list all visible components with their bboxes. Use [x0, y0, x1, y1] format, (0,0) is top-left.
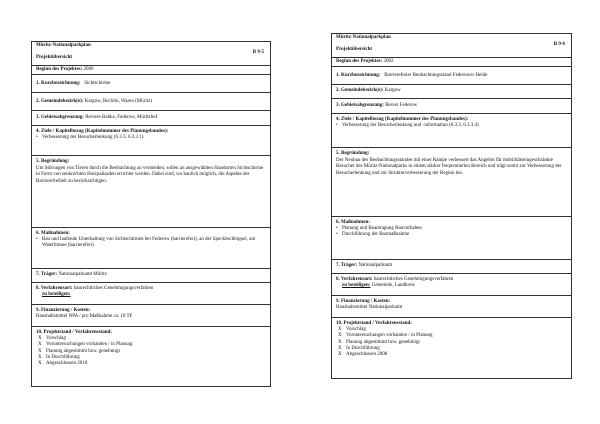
plan-title: Müritz-Nationalparkplan	[336, 35, 391, 40]
s7-value: Nationalparkamt Müritz	[58, 272, 107, 277]
s10-label: 10. Projektstand / Verfahrensstand:	[336, 321, 412, 326]
s8-sub-value: Gemeinde, Landkreis	[371, 283, 415, 289]
section-short-name	[32, 75, 270, 93]
s7-label: 7. Träger:	[36, 272, 58, 277]
section-municipality	[332, 85, 571, 99]
goal-item: • Verbesserung der Besucherlenkung (6.3.3, 6.3.3.1).	[36, 135, 266, 141]
status-text: Planung abgestimmt bzw. genehmigt	[46, 348, 120, 354]
start-label: Beginn des Projektes:	[336, 59, 383, 64]
s6-label: 6. Maßnahmen:	[36, 231, 70, 236]
s3-label: 3. Gebietsabgrenzung:	[36, 115, 84, 120]
status-mark: X	[338, 327, 342, 333]
measure-item: • Bau und laufende Unterhaltung von Sichtschirmen bei Federow (barrierefrei), an der Specköschloppel, am Waterlitzsee (barrierefrei)	[36, 237, 266, 249]
status-mark: X	[38, 342, 42, 348]
start-value: 2002	[383, 59, 394, 64]
status-text: Voruntersuchungen vorhanden / in Planung	[346, 333, 433, 339]
overview-title: Projektübersicht	[36, 55, 73, 61]
s1-label: 1. Kurzbezeichnung:	[36, 81, 81, 86]
s8-sub-label: zu beteiligen:	[42, 292, 71, 298]
s9-value: Haushaltsmittel NPA / pro Maßnahme ca. 10 T€	[36, 314, 133, 320]
project-start	[32, 66, 270, 75]
s6-label: 6. Maßnahmen:	[336, 220, 370, 225]
status-text: In Durchführung	[346, 345, 380, 351]
reason-text: Um Störungen von Tieren durch die Beobachtung zu vermeiden, sollen an ausgewählten Standorten Sichtschirme in Form von senkrechten Holzpalisaden errichtet werden. Dabei sind, wo baulich möglich, die Aspekte der Barrierefreiheit zu berücksichtigen.	[36, 166, 264, 184]
sheet-header	[32, 42, 270, 66]
status-text: Vorschlag	[46, 336, 66, 342]
s8-label: 8. Verfahrensart:	[36, 286, 73, 291]
section-measures	[32, 228, 270, 269]
overview-title: Projektübersicht	[336, 47, 373, 53]
section-municipality	[32, 93, 270, 111]
section-status	[332, 318, 571, 359]
s3-label: 3. Gebietsabgrenzung:	[336, 103, 384, 108]
status-text: Voruntersuchungen vorhanden / in Planung	[46, 342, 133, 348]
s4-label: 4. Ziele / Kapitelbezug (Kapitelnummer des Planungsbandes):	[336, 117, 469, 122]
s9-label: 9. Finanzierung / Kosten:	[336, 299, 391, 304]
status-text: Planung abgestimmt bzw. genehmigt	[346, 339, 420, 345]
s2-label: 2. Gemeindebezirk(e):	[336, 88, 384, 93]
project-start	[332, 58, 571, 67]
s9-label: 9. Finanzierung / Kosten:	[36, 308, 91, 313]
reason-text: Der Neubau des Beobachtungsstandes mit einer Rampe verbessert das Angebot für mobilitätseingeschränkte Besucher des Müritz-Nationalparks in einem stärker frequentierten Bereich und trägt somit zur Verbesserung der Besucherlenkung und zur Strukturverbesserung der Region bei.	[336, 158, 562, 176]
s2-value: Kargow, Rechlin, Waren (Müritz)	[84, 99, 153, 104]
s8-sub-label: zu beteiligen:	[342, 283, 371, 289]
status-mark: X	[338, 339, 342, 345]
status-mark: X	[38, 361, 42, 367]
section-sponsor	[32, 269, 270, 283]
section-procedure	[32, 283, 270, 305]
project-sheet-left	[31, 41, 271, 387]
measure-item: • Durchführung der Baumaßnahme	[336, 232, 567, 238]
status-mark: X	[338, 352, 342, 358]
plan-title: Müritz-Nationalparkplan	[36, 43, 91, 48]
sheet-header	[332, 34, 571, 58]
status-row	[336, 352, 567, 358]
status-text: Abgeschlossen 2010	[46, 361, 88, 367]
status-row	[36, 361, 266, 367]
s8-label: 8. Verfahrensart:	[336, 277, 373, 282]
section-short-name	[332, 67, 571, 85]
s10-label: 10. Projektstand / Verfahrensstand:	[36, 330, 112, 335]
s2-value: Kargow	[384, 88, 401, 93]
section-measures	[332, 217, 571, 260]
status-mark: X	[38, 336, 42, 342]
status-mark: X	[38, 348, 42, 354]
section-goals	[32, 126, 270, 156]
s1-value: Barrierefreier Beobachtungsstand Federower Heide	[384, 73, 488, 78]
section-procedure	[332, 274, 571, 296]
goal-item: • Verbesserung der Besucherlenkung und -information (6.3.3, 6.3.3.4)	[336, 123, 567, 129]
s5-label: 5. Begründung:	[36, 159, 70, 164]
status-text: Abgeschlossen 2008	[346, 352, 388, 358]
section-financing	[32, 305, 270, 327]
section-reason	[32, 156, 270, 228]
section-area	[332, 99, 571, 114]
s8-value: baurechtliches Genehmigungsverfahren	[73, 286, 154, 291]
project-sheet-right	[331, 33, 572, 379]
section-sponsor	[332, 260, 571, 274]
section-status	[32, 327, 270, 368]
section-goals	[332, 114, 571, 148]
s7-value: Nationalparkamt	[358, 263, 393, 268]
s8-value: baurechtliches Genehmigungsverfahren	[373, 277, 454, 282]
section-area	[32, 111, 270, 126]
s7-label: 7. Träger:	[336, 263, 358, 268]
section-reason	[332, 148, 571, 217]
status-mark: X	[338, 345, 342, 351]
start-label: Beginn des Projektes:	[36, 67, 83, 72]
s3-value: Revier Federow	[385, 103, 418, 108]
measure-item: • Planung und Beantragung Bauvorhaben	[336, 226, 567, 232]
section-financing	[332, 296, 571, 318]
status-text: Vorschlag	[346, 327, 366, 333]
sheet-code: B 9-5	[252, 50, 264, 55]
s3-value: Reviere Babke, Federow, Müritzhof	[85, 115, 158, 120]
s1-label: 1. Kurzbezeichnung:	[336, 73, 381, 78]
s9-value: Haushaltsmittel Nationalparkamt	[336, 305, 403, 311]
status-text: In Durchführung	[46, 354, 80, 360]
s2-label: 2. Gemeindebezirk(e):	[36, 99, 84, 104]
s1-value: Sichtschirme	[84, 81, 111, 86]
status-mark: X	[338, 333, 342, 339]
start-value: 2000	[83, 67, 94, 72]
s5-label: 5. Begründung:	[336, 151, 370, 156]
sheet-code: B 9-6	[553, 42, 565, 47]
s4-label: 4. Ziele / Kapitelbezug (Kapitelnummer des Planungsbandes):	[36, 129, 169, 134]
status-mark: X	[38, 354, 42, 360]
